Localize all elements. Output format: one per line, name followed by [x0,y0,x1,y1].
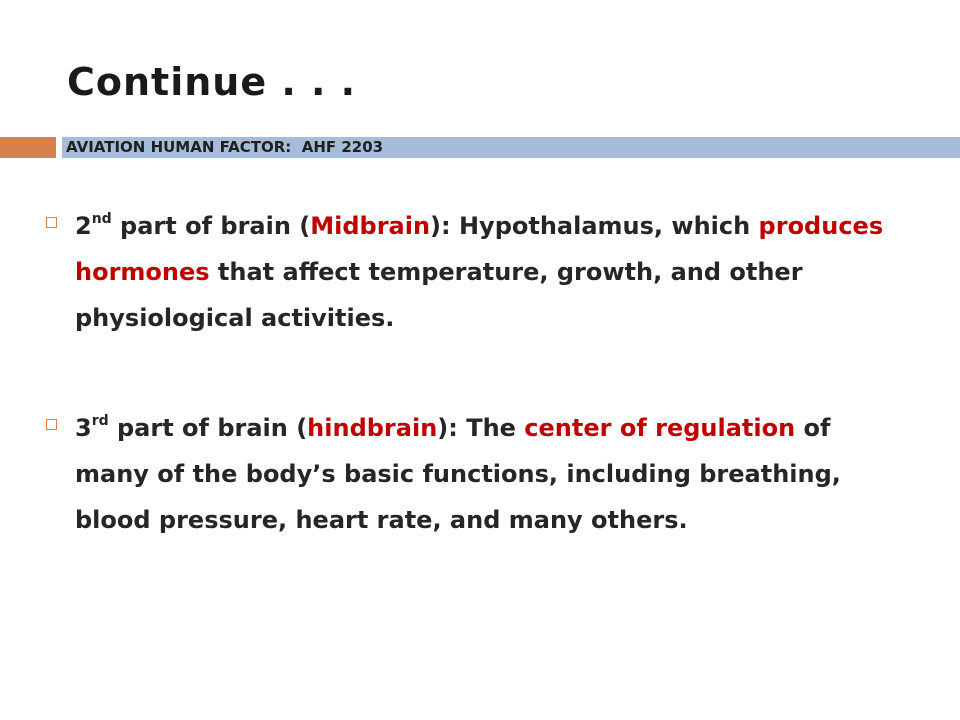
ordinal-suffix: nd [91,211,112,227]
course-subtitle: AVIATION HUMAN FACTOR: AHF 2203 [66,138,384,156]
highlighted-term: hindbrain [307,414,438,442]
bullet-text-segment: 2 [75,212,92,240]
bullet-text-segment: part of brain ( [108,414,308,442]
highlighted-term: produces hormones [75,212,884,286]
accent-bar [0,137,56,158]
bullet-text-segment: that affect temperature, growth, and other physiological activities. [75,258,803,332]
ordinal-suffix: rd [91,413,109,429]
bullet-text [75,405,910,543]
bullet-text-segment: ): The [437,414,525,442]
bullet-text [75,203,910,341]
square-bullet-icon [46,217,57,228]
bullet-text-segment: part of brain ( [111,212,311,240]
bullet-text-segment: 3 [75,414,92,442]
bullet-text-segment: ): Hypothalamus, which [430,212,759,240]
highlighted-term: center of regulation [524,414,796,442]
subtitle-bar [62,137,960,158]
square-bullet-icon [46,419,57,430]
slide-title: Continue . . . [67,60,357,104]
highlighted-term: Midbrain [310,212,431,240]
bullet-text-segment: of many of the body’s basic functions, including breathing, blood pressure, heart rate, and many others. [75,414,841,534]
